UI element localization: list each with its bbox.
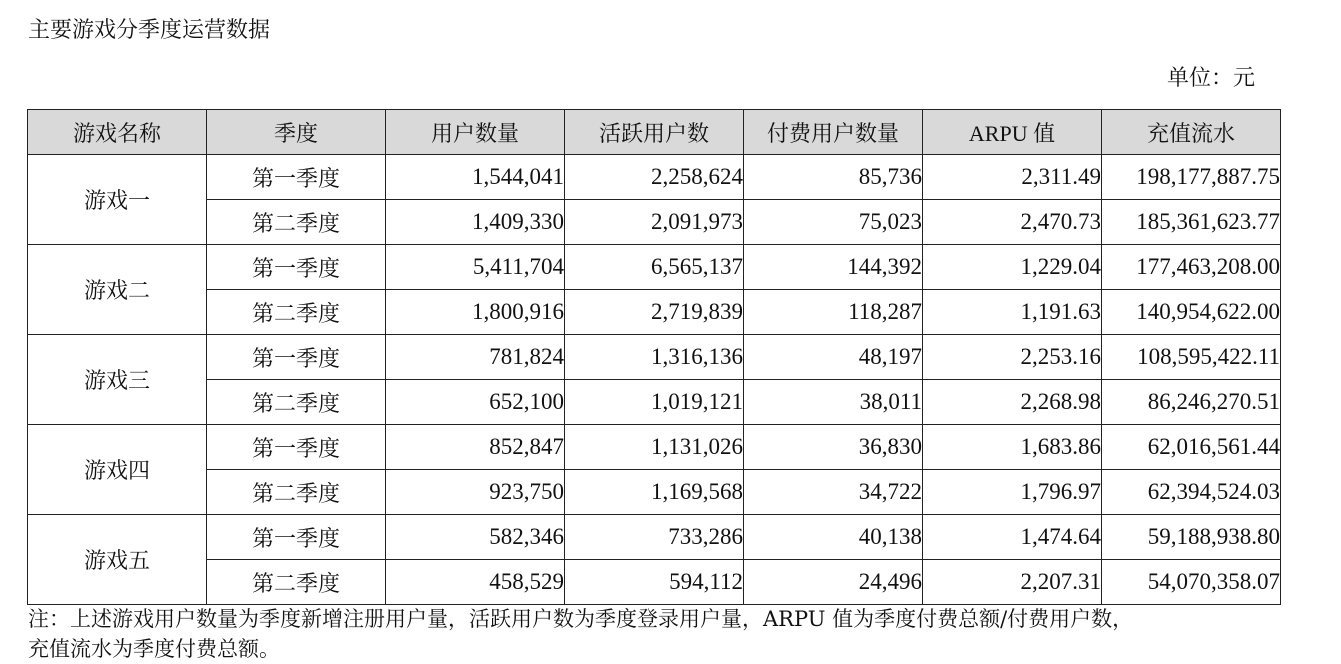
arpu-cell: 2,253.16 [923,335,1102,380]
document-title: 主要游戏分季度运营数据 [28,18,271,43]
table-row [28,560,1281,605]
header-active-users: 活跃用户数 [565,110,744,155]
table-row [28,515,1281,560]
active-users-cell: 2,719,839 [565,290,744,335]
footnote-line-1: 注：上述游戏用户数量为季度新增注册用户量，活跃用户数为季度登录用户量，ARPU 值为季度付费总额/付费用户数， [28,607,1134,631]
active-users-cell: 1,019,121 [565,380,744,425]
arpu-cell: 1,683.86 [923,425,1102,470]
users-cell: 1,409,330 [386,200,565,245]
active-users-cell: 1,316,136 [565,335,744,380]
header-arpu: ARPU 值 [923,110,1102,155]
arpu-cell: 1,191.63 [923,290,1102,335]
revenue-cell: 185,361,623.77 [1102,200,1281,245]
arpu-cell: 2,470.73 [923,200,1102,245]
game-operations-table [27,109,1281,605]
users-cell: 852,847 [386,425,565,470]
table-row [28,155,1281,200]
table-row [28,425,1281,470]
table-row [28,200,1281,245]
quarter-cell: 第二季度 [207,560,386,605]
footnote [28,604,1318,664]
paying-users-cell: 38,011 [744,380,923,425]
footnote-line-2: 充值流水为季度付费总额。 [28,637,280,661]
quarter-cell: 第二季度 [207,470,386,515]
paying-users-cell: 144,392 [744,245,923,290]
table-row [28,245,1281,290]
paying-users-cell: 40,138 [744,515,923,560]
revenue-cell: 140,954,622.00 [1102,290,1281,335]
paying-users-cell: 34,722 [744,470,923,515]
arpu-cell: 2,268.98 [923,380,1102,425]
game-name-cell: 游戏三 [28,335,207,425]
table-row [28,470,1281,515]
revenue-cell: 59,188,938.80 [1102,515,1281,560]
paying-users-cell: 36,830 [744,425,923,470]
table-row [28,335,1281,380]
quarter-cell: 第一季度 [207,155,386,200]
arpu-cell: 1,796.97 [923,470,1102,515]
arpu-cell: 1,229.04 [923,245,1102,290]
revenue-cell: 177,463,208.00 [1102,245,1281,290]
paying-users-cell: 48,197 [744,335,923,380]
unit-label: 单位：元 [1166,66,1255,91]
game-name-cell: 游戏五 [28,515,207,605]
quarter-cell: 第一季度 [207,245,386,290]
active-users-cell: 1,131,026 [565,425,744,470]
paying-users-cell: 24,496 [744,560,923,605]
arpu-cell: 2,311.49 [923,155,1102,200]
quarter-cell: 第二季度 [207,380,386,425]
active-users-cell: 594,112 [565,560,744,605]
revenue-cell: 108,595,422.11 [1102,335,1281,380]
revenue-cell: 86,246,270.51 [1102,380,1281,425]
quarter-cell: 第二季度 [207,200,386,245]
active-users-cell: 733,286 [565,515,744,560]
arpu-cell: 2,207.31 [923,560,1102,605]
revenue-cell: 62,394,524.03 [1102,470,1281,515]
quarter-cell: 第二季度 [207,290,386,335]
users-cell: 458,529 [386,560,565,605]
users-cell: 5,411,704 [386,245,565,290]
header-game-name: 游戏名称 [28,110,207,155]
revenue-cell: 62,016,561.44 [1102,425,1281,470]
users-cell: 1,800,916 [386,290,565,335]
header-users: 用户数量 [386,110,565,155]
game-name-cell: 游戏二 [28,245,207,335]
active-users-cell: 2,091,973 [565,200,744,245]
table-header-row [28,110,1281,155]
game-name-cell: 游戏四 [28,425,207,515]
paying-users-cell: 85,736 [744,155,923,200]
quarter-cell: 第一季度 [207,515,386,560]
header-paying-users: 付费用户数量 [744,110,923,155]
game-name-cell: 游戏一 [28,155,207,245]
header-revenue: 充值流水 [1102,110,1281,155]
paying-users-cell: 118,287 [744,290,923,335]
users-cell: 582,346 [386,515,565,560]
revenue-cell: 54,070,358.07 [1102,560,1281,605]
active-users-cell: 2,258,624 [565,155,744,200]
revenue-cell: 198,177,887.75 [1102,155,1281,200]
active-users-cell: 1,169,568 [565,470,744,515]
active-users-cell: 6,565,137 [565,245,744,290]
users-cell: 923,750 [386,470,565,515]
users-cell: 781,824 [386,335,565,380]
arpu-cell: 1,474.64 [923,515,1102,560]
paying-users-cell: 75,023 [744,200,923,245]
users-cell: 652,100 [386,380,565,425]
header-quarter: 季度 [207,110,386,155]
users-cell: 1,544,041 [386,155,565,200]
table-row [28,380,1281,425]
table-row [28,290,1281,335]
quarter-cell: 第一季度 [207,425,386,470]
quarter-cell: 第一季度 [207,335,386,380]
